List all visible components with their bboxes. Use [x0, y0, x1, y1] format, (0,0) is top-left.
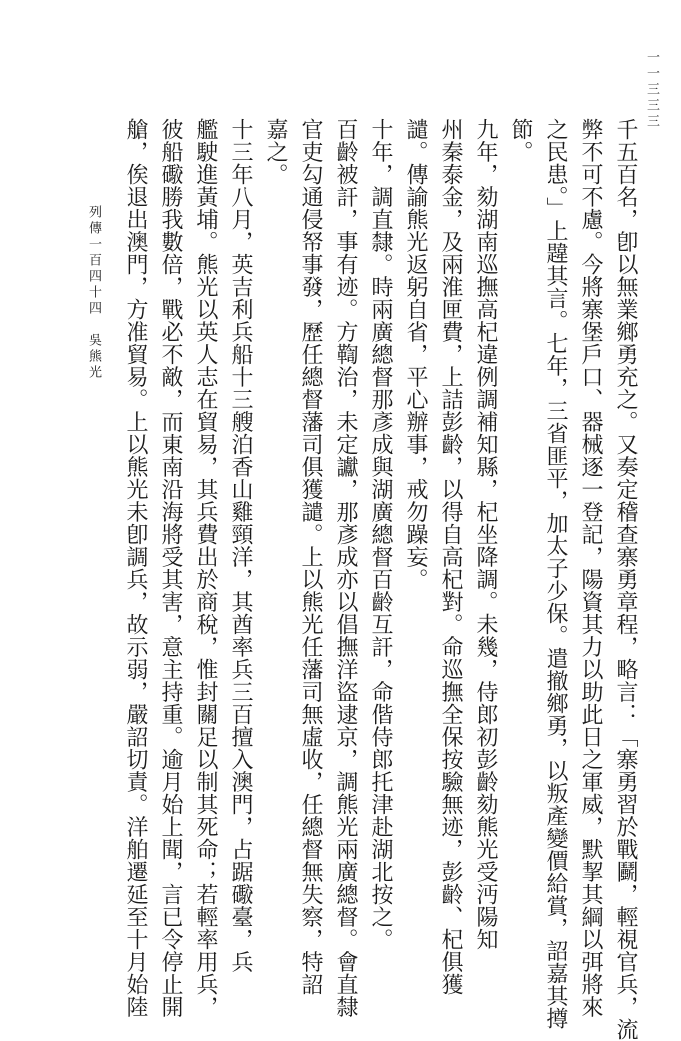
text-column: 節。 — [508, 118, 533, 163]
text-column: 官吏勾通侵帑事發，歷任總督藩司俱獲譴。上以熊光任藩司無虛收，任總督無失察，特詔 — [298, 118, 323, 996]
text-column: 九年，劾湖南巡撫高杞違例調補知縣，杞坐降調。未幾，侍郎初彭齡劾熊光受沔陽知 — [473, 118, 498, 951]
text-column: 州秦泰金，及兩淮匣費，上詰彭齡，以得自高杞對。命巡撫全保按驗無迹，彭齡、杞俱獲 — [438, 118, 463, 996]
text-column: 十三年八月，英吉利兵船十三艘泊香山雞頸洋，其酋率兵三百擅入澳門，占踞礮臺，兵 — [228, 118, 253, 973]
text-column: 之民患。」上韙其言。七年，三省匪平，加太子少保。遣撤鄉勇，以叛產變價給賞，詔嘉其撙 — [543, 118, 568, 1030]
running-title: 列傳一百四十四 吳熊光 — [86, 205, 101, 381]
page-number: 一一三三三 — [644, 50, 659, 130]
text-column: 弊不可不慮。今將寨堡戶口、器械逐一登記，陽資其力以助此日之軍威，默挈其綱以弭將來 — [578, 118, 603, 1018]
text-column: 千五百名，卽以無業鄉勇充之。又奏定稽查寨勇章程，略言：「寨勇習於戰鬬，輕視官兵，流 — [613, 118, 638, 1041]
text-column: 艙，俟退出澳門，方准貿易。上以熊光未卽調兵，故示弱，嚴詔切責。洋舶遷延至十月始陸 — [123, 118, 148, 1018]
text-column: 艦駛進黃埔。熊光以英人志在貿易，其兵費出於商稅，惟封關足以制其死命；若輕率用兵， — [193, 118, 218, 1018]
text-column: 十年，調直隸。時兩廣總督那彥成與湖廣總督百齡互訐，命偕侍郎托津赴湖北按之。 — [368, 118, 393, 951]
text-column: 彼船礮勝我數倍，戰必不敵，而東南沿海將受其害，意主持重。逾月始上聞，言已令停止開 — [158, 118, 183, 1018]
text-column: 譴。傳諭熊光返躬自省，平心辦事，戒勿躁妄。 — [403, 118, 428, 591]
text-column: 嘉之。 — [263, 118, 288, 186]
text-column: 百齡被訐，事有迹。方鞫治，未定讞，那彥成亦以倡撫洋盜逮京，調熊光兩廣總督。會直隸 — [333, 118, 358, 1018]
